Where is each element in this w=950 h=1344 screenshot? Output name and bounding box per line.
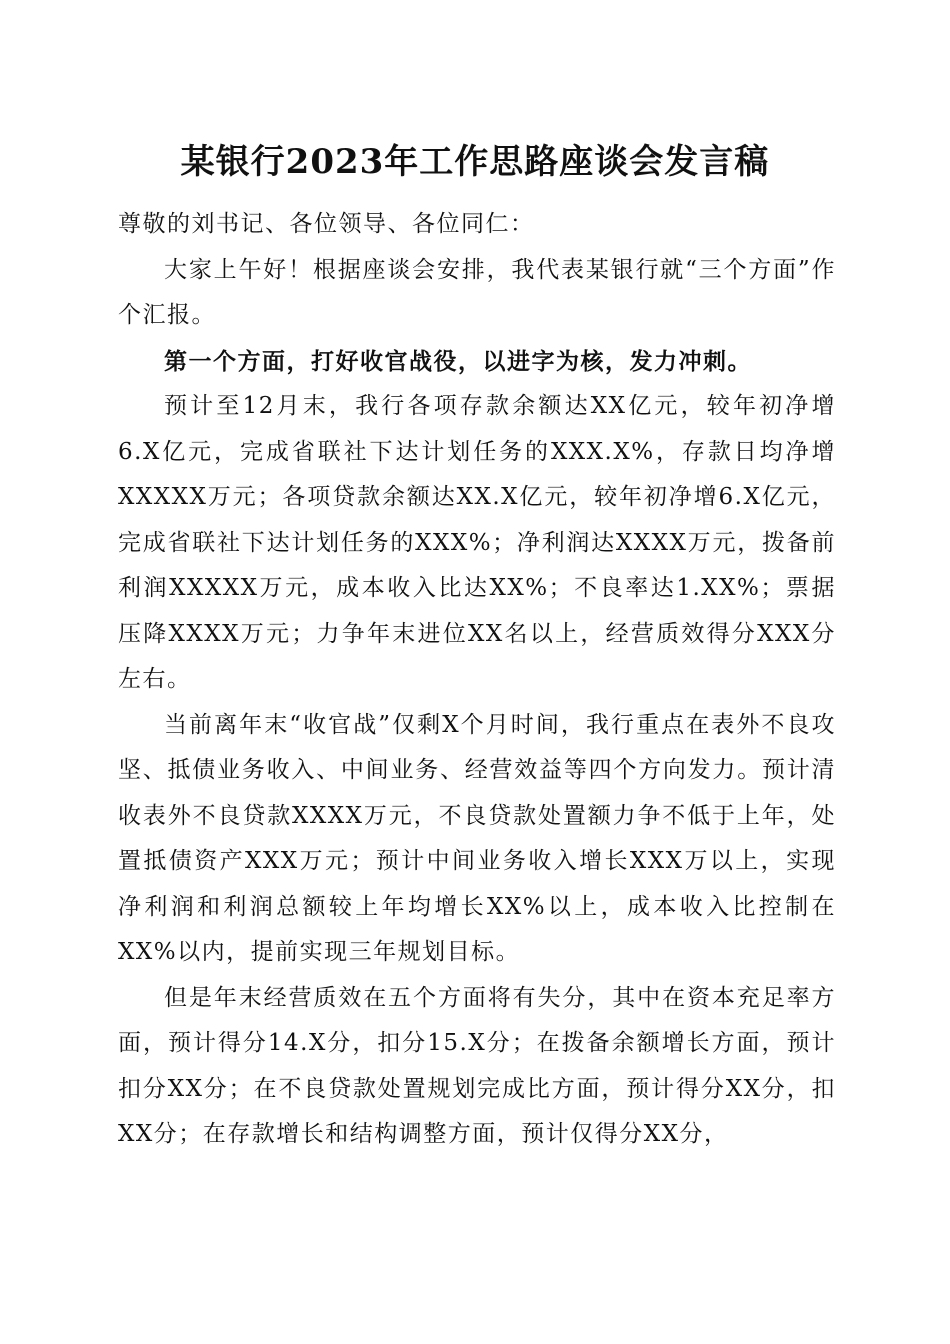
document-title: 某银行2023年工作思路座谈会发言稿	[180, 142, 770, 182]
section-heading: 第一个方面，打好收官战役，以进字为核，发力冲刺。	[164, 347, 752, 375]
paragraph-forecast: 预计至12月末，我行各项存款余额达XX亿元，较年初净增6.X亿元，完成省联社下达计划任务的XXX.X%，存款日均净增XXXXX万元；各项贷款余额达XX.X亿元，较年初净增6.X亿元，完成省联社下达计划任务的XXX%；净利润达XXXX万元，拨备前利润XXXXX万元，成本收入比达XX%；不良率达1.XX%；票据压降XXXX万元；力争年末进位XX名以上，经营质效得分XXX分左右。	[118, 393, 836, 692]
paragraph-greeting: 大家上午好！根据座谈会安排，我代表某银行就“三个方面”作个汇报。	[118, 256, 836, 328]
document-body	[118, 202, 836, 1158]
paragraph-shortfall: 但是年末经营质效在五个方面将有失分，其中在资本充足率方面，预计得分14.X分，扣分15.X分；在拨备余额增长方面，预计扣分XX分；在不良贷款处置规划完成比方面，预计得分XX分，扣XX分；在存款增长和结构调整方面，预计仅得分XX分，	[118, 984, 836, 1147]
paragraph-focus: 当前离年末“收官战”仅剩X个月时间，我行重点在表外不良攻坚、抵债业务收入、中间业务、经营效益等四个方向发力。预计清收表外不良贷款XXXX万元，不良贷款处置额力争不低于上年，处置抵债资产XXX万元；预计中间业务收入增长XXX万以上，实现净利润和利润总额较上年均增长XX%以上，成本收入比控制在XX%以内，提前实现三年规划目标。	[118, 711, 836, 965]
salutation: 尊敬的刘书记、各位领导、各位同仁：	[118, 211, 535, 237]
